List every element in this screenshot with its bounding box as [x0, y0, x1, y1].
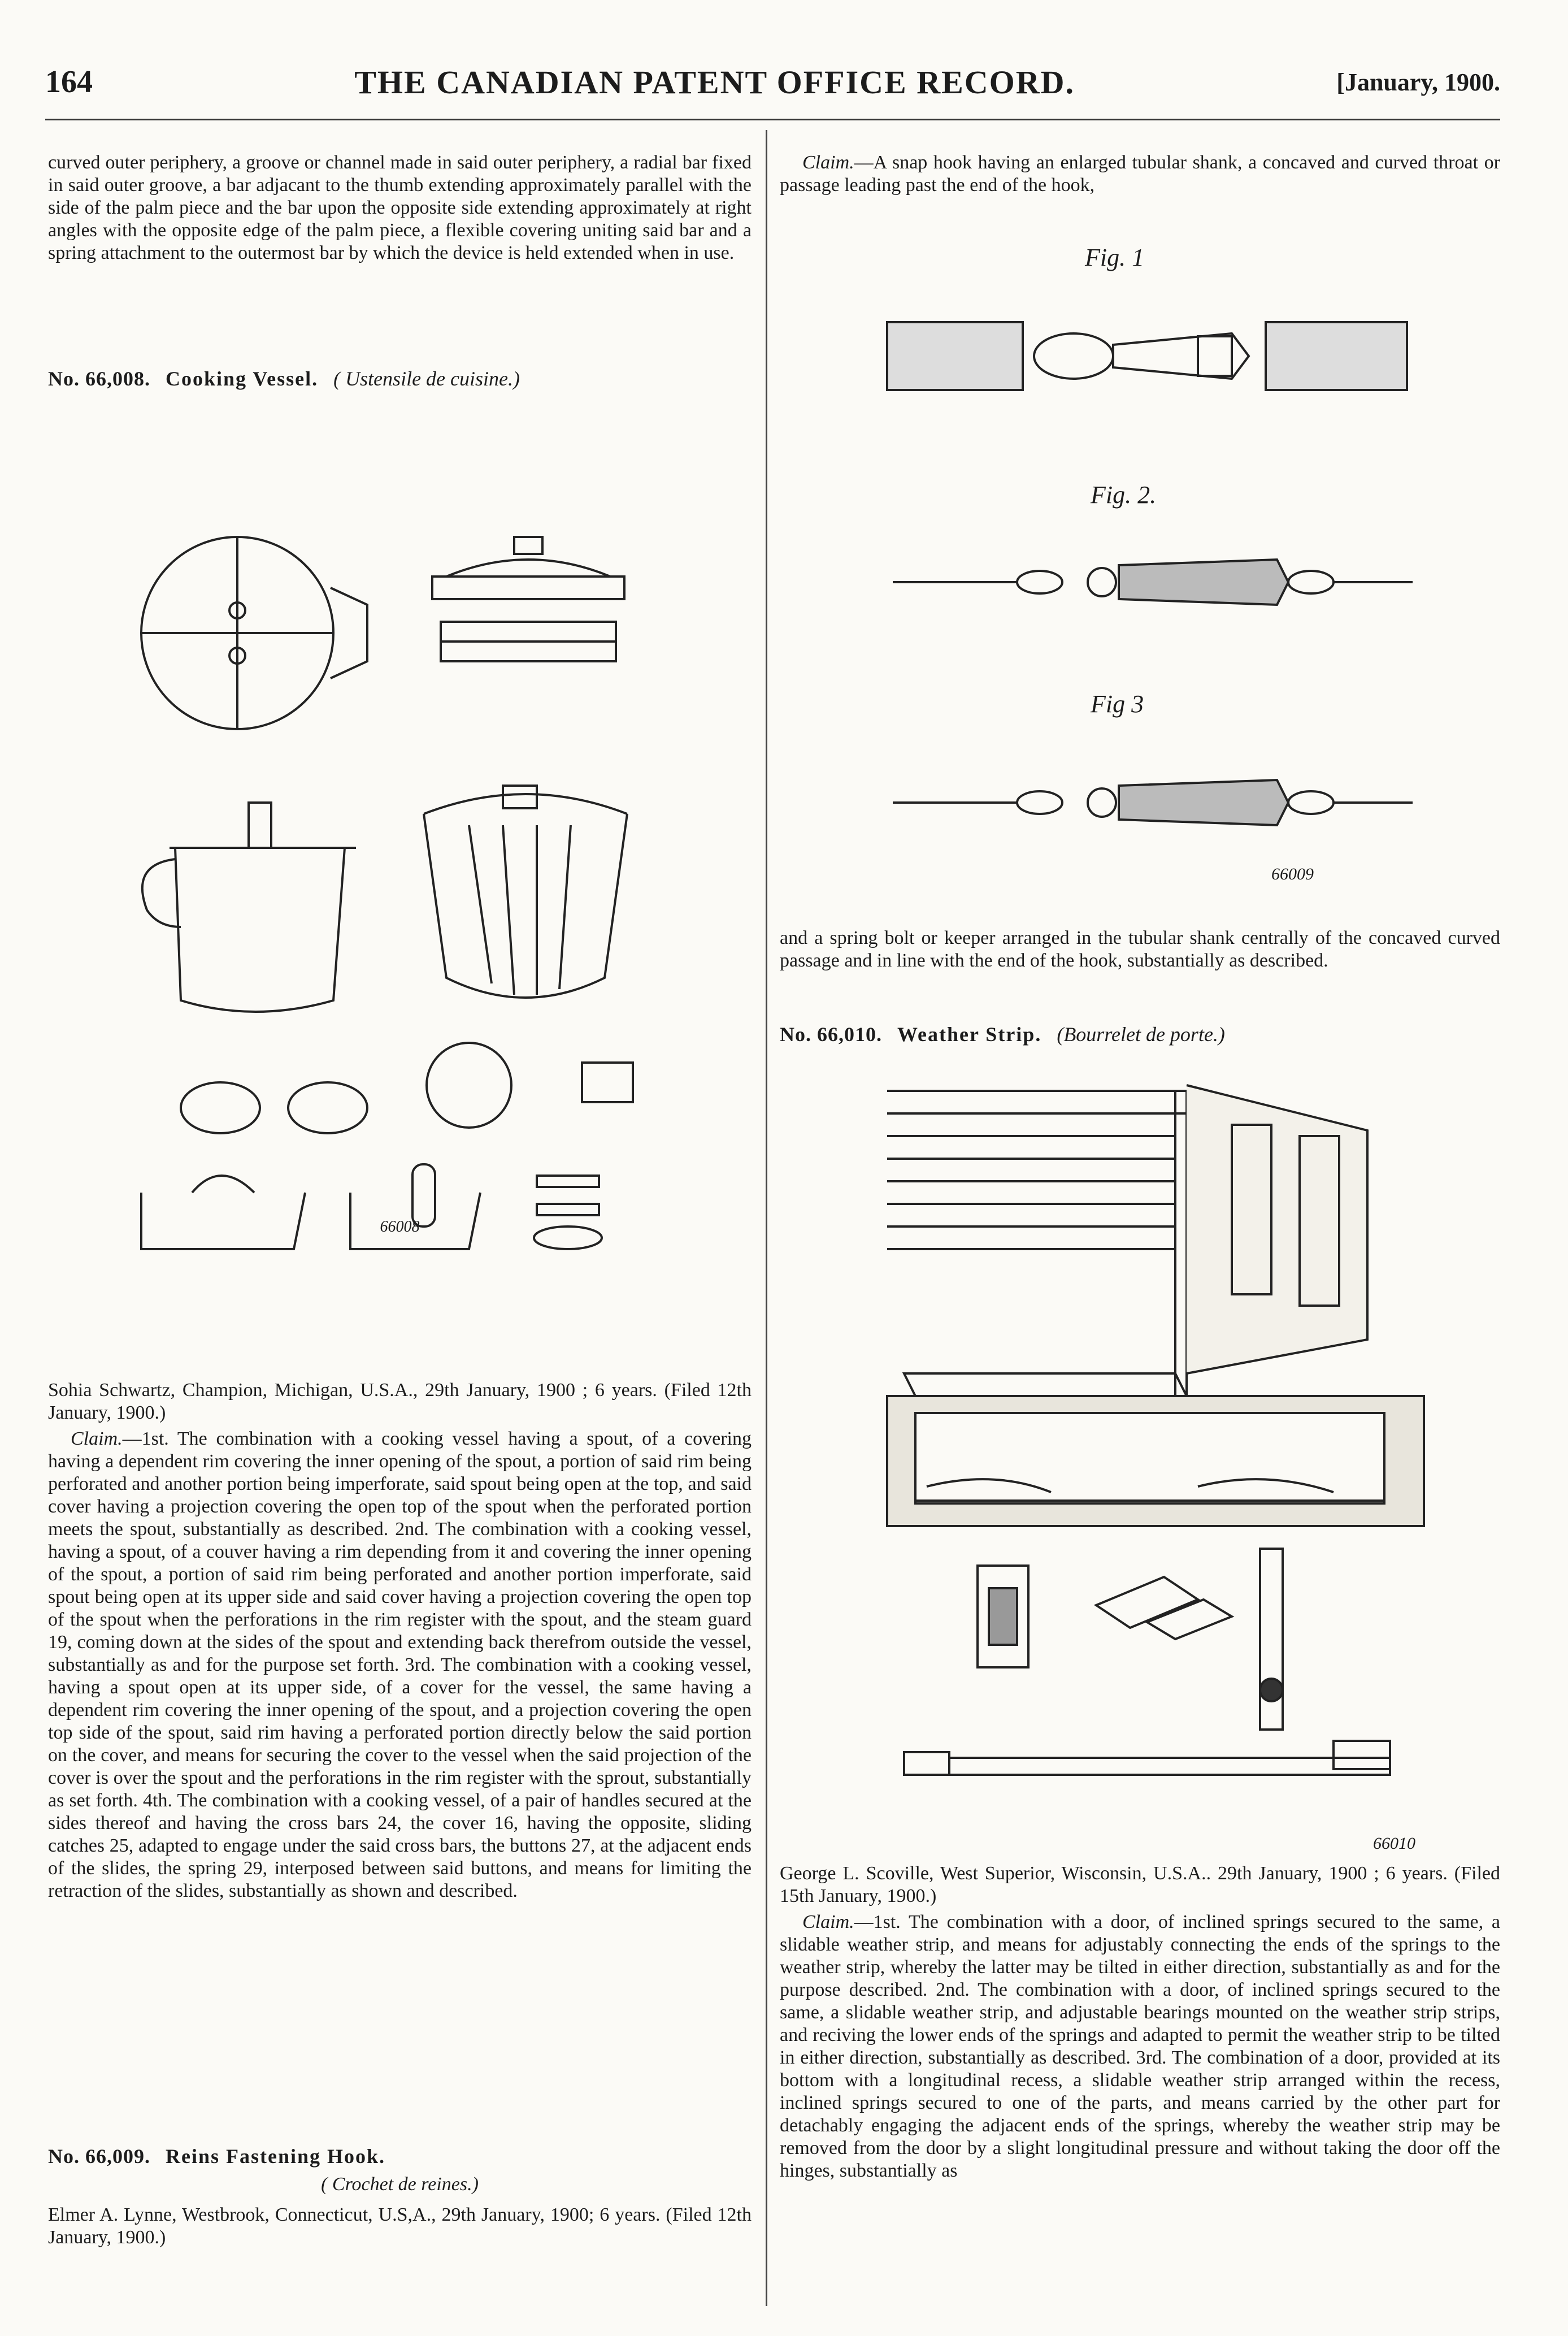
patent-66010-body [780, 1862, 1500, 2182]
claim-label-66009: Claim. [802, 152, 854, 173]
drawing-number-66009: 66009 [1271, 865, 1314, 883]
inventor-66008: Sohia Schwartz, Champion, Michigan, U.S.A., 29th January, 1900 ; 6 years. (Filed 12th January, 1900.) [48, 1380, 752, 1423]
claim-label-66008: Claim. [71, 1428, 123, 1449]
header-rule [45, 119, 1500, 120]
drawing-number-66008: 66008 [380, 1218, 420, 1236]
publication-title: THE CANADIAN PATENT OFFICE RECORD. [354, 63, 1075, 101]
fig-2-label: Fig. 2. [1091, 481, 1157, 509]
patent-66008-heading [48, 367, 752, 390]
patent-66009-heading [48, 2145, 752, 2249]
patent-name: Reins Fastening Hook. [166, 2145, 386, 2168]
issue-date: [January, 1900. [1336, 68, 1500, 96]
patent-66008-body [48, 1379, 752, 1902]
column-divider [766, 130, 767, 2306]
inventor-66009: Elmer A. Lynne, Westbrook, Connecticut, U.S,A., 29th January, 1900; 6 years. (Filed 12th January, 1900.) [48, 2204, 752, 2248]
patent-number: No. 66,008. [48, 367, 150, 390]
fig-1-label: Fig. 1 [1085, 244, 1145, 271]
patent-french-name: (Bourrelet de porte.) [1057, 1023, 1225, 1046]
weather-strip-drawing [881, 1080, 1447, 1831]
patent-number: No. 66,009. [48, 2145, 150, 2168]
patent-french-name: ( Ustensile de cuisine.) [333, 367, 520, 390]
claim-66010: —1st. The combination with a door, of inclined springs secured to the same, a slidable weather strip, and means for adjustably connecting the ends of the springs to the weather strip, whereby the latter may be tilted in either direction, substantially as and for the purpose described. 2nd. The combination with a door, of inclined springs secured to the same, a slidable weather strip, and adjustable bearings mounted on the weather strip strips, and reciving the lower ends of the springs and adapted to permit the weather strip to be tilted in either direction, substantially as described. 3rd. The combination of a door, provided at its bottom with a longitudinal recess, a slidable weather strip arranged within the recess, inclined springs secured to one of the parts, and means carried by the other part for detachably engaging the adjacent ends of the springs, whereby the weather strip may be removed from the door by a slight longitudinal pressure and without taking the door off the hinges, substantially as [780, 1912, 1500, 2181]
snap-hook-drawing [881, 226, 1424, 904]
drawing-number-66010: 66010 [1373, 1834, 1415, 1853]
inventor-66010: George L. Scoville, West Superior, Wisconsin, U.S.A.. 29th January, 1900 ; 6 years. (Filed 15th January, 1900.) [780, 1863, 1500, 1906]
page-header [45, 57, 1500, 107]
claim-label-66010: Claim. [802, 1912, 854, 1932]
claim-66009-text-b: and a spring bolt or keeper arranged in the tubular shank centrally of the concaved curved passage and in line with the end of the hook, substantially as described. [780, 928, 1500, 971]
left-continuation [48, 151, 752, 265]
continuation-text: curved outer periphery, a groove or channel made in said outer periphery, a radial bar fixed in said outer groove, a bar adjacant to the thumb extending approximately parallel with the side of the palm piece and the bar upon the opposite side extending approximately at right angles with the opposite edge of the palm piece, a flexible covering uniting said bar and a spring attachment to the outermost bar by which the device is held extended when in use. [48, 152, 752, 263]
patent-name: Weather Strip. [897, 1023, 1042, 1046]
patent-number: No. 66,010. [780, 1023, 882, 1046]
claim-66009-start [780, 151, 1500, 197]
cooking-vessel-drawing [107, 497, 672, 1277]
claim-66008: —1st. The combination with a cooking vessel having a spout, of a covering having a dependent rim covering the inner opening of the spout, a portion of said rim being perforated and another portion being imperforate, said spout being open at the top, and said cover having a projection covering the open top of the spout when the perforated portion meets the spout, substantially as described. 2nd. The combination with a cooking vessel, having a spout, of a couver having a rim depending from it and covering the inner opening of the spout, a portion of said rim being perforated and another portion imperforate, said spout being open at its upper side and said cover having a projection covering the open top of the spout when the perforations in the rim register with the spout, and the steam guard 19, coming down at the sides of the spout and extending back therefrom outside the vessel, substantially as and for the purpose set forth. 3rd. The combination with a cooking vessel, having a spout open at its upper side, of a cover for the vessel, the same having a dependent rim covering the inner opening of the spout, and a projection covering the open top side of the spout, said rim having a perforated portion directly below the said portion on the cover, and means for securing the cover to the vessel when the said projection of the cover is over the spout and the perforations in the rim register with the sprout, substantially as set forth. 4th. The combination with a cooking vessel, of a pair of handles secured at the sides thereof and having the cross bars 24, the cover 16, having the opposite, sliding catches 25, adapted to engage under the said cross bars, the buttons 27, at the adjacent ends of the slides, the spring 29, interposed between said buttons, and means for limiting the retraction of the slides, substantially as shown and described. [48, 1428, 752, 1901]
patent-66010-heading [780, 1023, 1500, 1046]
claim-66009-text-a: —A snap hook having an enlarged tubular shank, a concaved and curved throat or passage leading past the end of the hook, [780, 152, 1500, 196]
fig-3-label: Fig 3 [1091, 690, 1144, 718]
patent-name: Cooking Vessel. [166, 367, 319, 390]
patent-french-name: ( Crochet de reines.) [321, 2174, 479, 2195]
claim-66009-end [780, 927, 1500, 972]
page-number: 164 [45, 64, 93, 99]
